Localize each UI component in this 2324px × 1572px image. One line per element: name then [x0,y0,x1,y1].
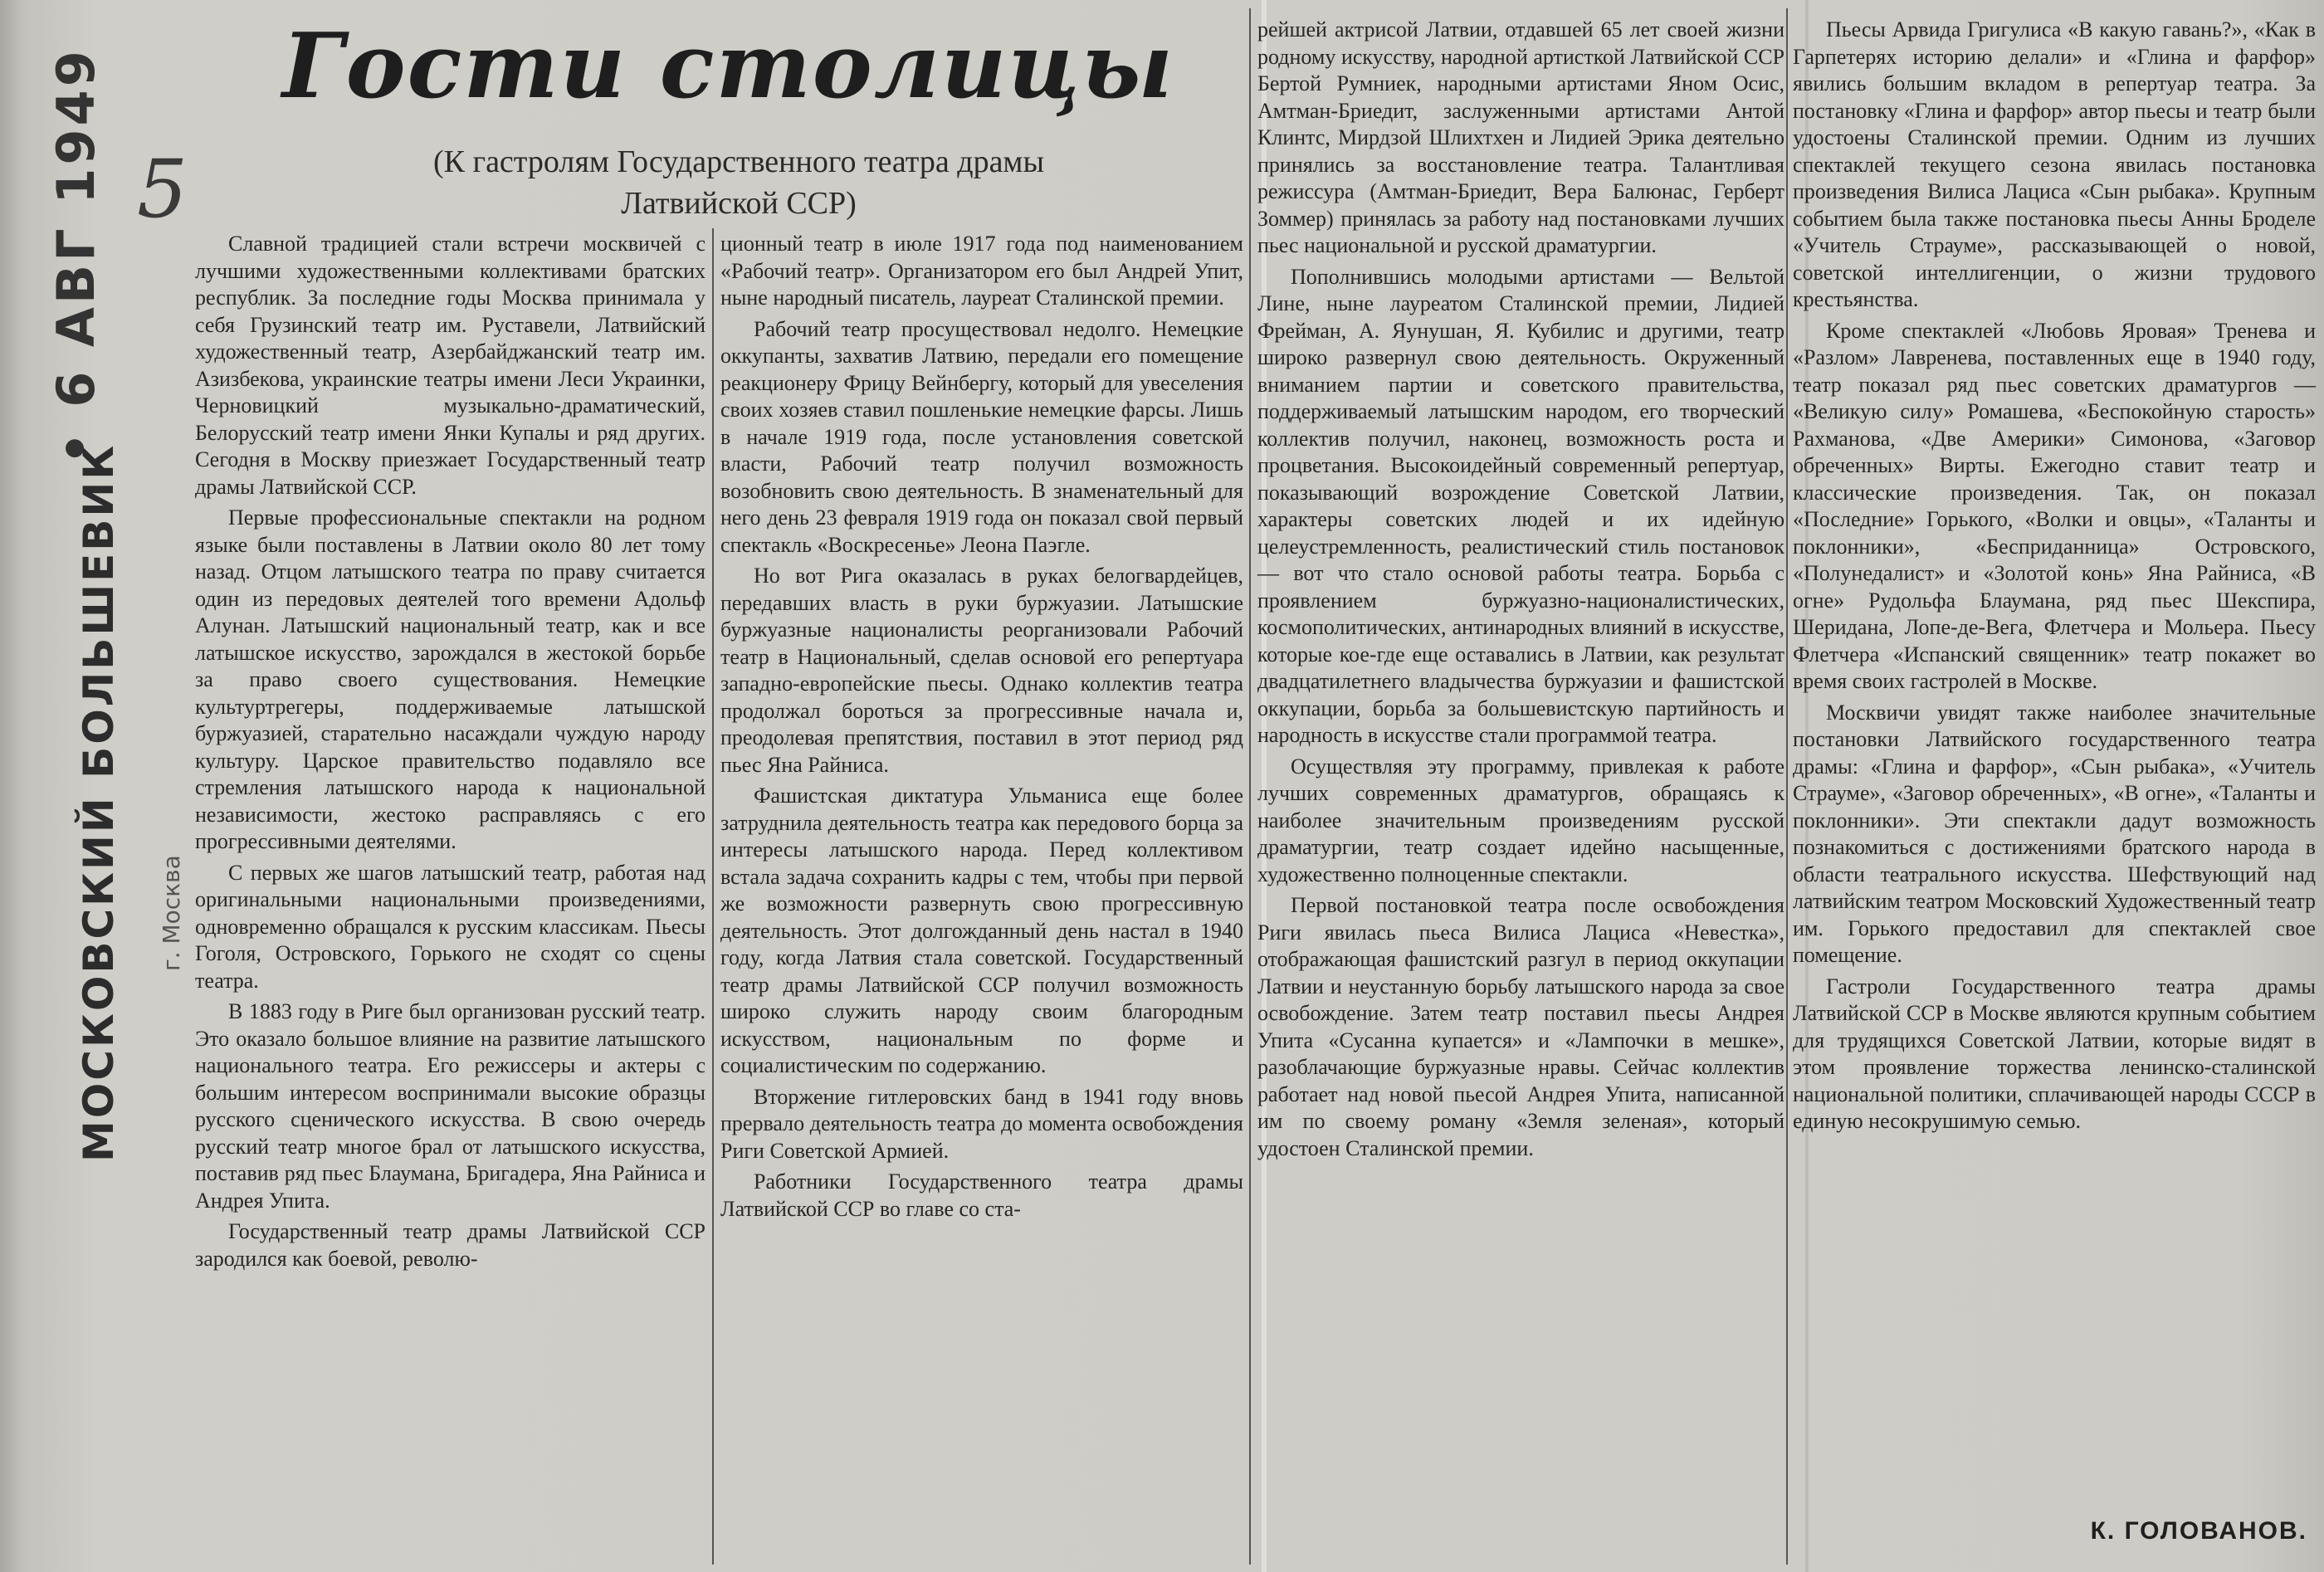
article-subtitle [349,141,1129,224]
article-column-4 [1793,17,2316,1140]
paragraph: Работники Государственного театра драмы Латвийской ССР во главе со ста- [720,1169,1243,1221]
article-column-2 [720,231,1243,1227]
city-stamp: г. Москва [158,855,185,971]
column-rule [712,228,714,1565]
column-rule [1249,8,1251,1565]
article-column-3 [1257,17,1784,1166]
paragraph: Рабочий театр просуществовал недолго. Немецкие оккупанты, захватив Латвию, передали его помещение реакционеру Фрицу Вейнбергу, который для увеселения своих хозяев ставил пошленькие немецкие фарсы. Лишь в начале 1919 года, после установления советской власти, Рабочий театр получил возможность возобновить свою деятельность. В знаменательный для него день 23 февраля 1919 года он показал свой первый спектакль «Воскресенье» Леона Паэгле. [720,316,1243,557]
paragraph: С первых же шагов латышский театр, работая над оригинальными национальными произведениями, одновременно обращался к русским классикам. Пьесы Гоголя, Островского, Горького не сходят со сцены театра. [195,860,706,993]
paragraph: Москвичи увидят также наиболее значительные постановки Латвийского государственного театра драмы: «Глина и фарфор», «Сын рыбака», «Учитель Страуме», «Заговор обреченных», «В огне», «Таланты и поклонники». Эти спектакли дадут возможность познакомиться с достижениями братского народа в области театрального искусства. Шефствующий над латвийским театром Московский Художественный театр им. Горького предоставил для спектаклей свое помещение. [1793,700,2316,967]
paragraph: Первые профессиональные спектакли на родном языке были поставлены в Латвии около 80 лет тому назад. Отцом латышского театра по праву считается один из передовых деятелей того времени Адольф Алунан. Латышский национальный театр, как и все латышское искусство, зарождался в жестокой борьбе за право своего существования. Немецкие культуртрегеры, поддерживаемые латышской буржуазией, старательно насаждали чуждую народу культуру. Царское правительство подавляло все стремления латышского народа к национальной независимости, жестоко расправляясь с его прогрессивными деятелями. [195,505,706,853]
paragraph: Кроме спектаклей «Любовь Яровая» Тренева и «Разлом» Лавренева, поставленных еще в 1940 году, театр показал ряд пьес советских драматургов — «Великую силу» Ромашева, «Беспокойную старость» Рахманова, «Две Америки» Симонова, «Заговор обреченных» Вирты. Ежегодно ставит театр и классические произведения. Так, он показал «Последние» Горького, «Волки и овцы», «Таланты и поклонники», «Бесприданница» Островского, «Полунедалист» и «Золотой конь» Яна Райниса, «В огне» Рудольфа Блаумана, ряд пьес Шекспира, Шеридана, Лопе-де-Вега, Флетчера и Мольера. Пьесу Флетчера «Испанский священник» театр покажет во время своих гастролей в Москве. [1793,318,2316,693]
column-rule [1786,8,1788,1565]
paragraph: В 1883 году в Риге был организован русский театр. Это оказало большое влияние на развитие латышского национального театра. Его режиссеры и актеры с большим интересом воспринимали высокие образцы русского сценического искусства. В свою очередь русский театр многое брал от латышского искусства, поставив ряд пьес Блаумана, Бригадера, Яна Райниса и Андрея Упита. [195,999,706,1213]
subtitle-line: Латвийской ССР) [621,186,857,221]
paragraph: рейшей актрисой Латвии, отдавшей 65 лет своей жизни родному искусству, народной артисткой Латвийской ССР Бертой Румниек, народными артистами Яном Осис, Амтман-Бриедит, заслуженными артистами Антой Клинтс, Мирдзой Шлихтхен и Лидией Эрика деятельно принялись за восстановление театра. Талантливая режиссура (Амтман-Бриедит, Вера Балюнас, Герберт Зоммер) принялась за работу над постановками лучших пьес национальной и русской драматургии. [1257,17,1784,257]
paragraph: Первой постановкой театра после освобождения Риги явилась пьеса Вилиса Лациса «Невестка», отображающая фашистский разгул в период оккупации Латвии и неустанную борьбу латышского народа за свое освобождение. Затем театр поставил пьесы Андрея Упита «Сусанна купается» и «Лампочки в мешке», разоблачающие буржуазные нравы. Сейчас коллектив работает над новой пьесой Андрея Упита, написанной им по своему роману «Земля зеленая», который удостоен Сталинской премии. [1257,893,1784,1160]
paragraph: Но вот Рига оказалась в руках белогвардейцев, передавших власть в руки буржуазии. Латышские буржуазные националисты реорганизовали Рабочий театр в Национальный, сделав основой его репертуара западно-европейские пьесы. Однако коллектив театра продолжал бороться за прогрессивные начала и, преодолевая препятствия, поставил в этот период ряд пьес Яна Райниса. [720,564,1243,777]
date-stamp: • 6 АВГ 1949 [46,47,106,465]
paragraph: Пополнившись молодыми артистами — Вельтой Лине, ныне лауреатом Сталинской премии, Лидией Фрейман, А. Яунушан, Я. Кубилис и другими, театр широко развернул свою деятельность. Окруженный вниманием партии и советского правительства, поддерживаемый латышским народом, его творческий коллектив получил, наконец, возможность роста и процветания. Высокоидейный современный репертуар, показывающий возрождение Советской Латвии, характеры советских людей и их идейную целеустремленность, реалистический стиль постановок — вот что стало основой работы театра. Борьба с проявлением буржуазно-националистических, космополитических, антинародных влияний в искусстве, которые кое-где еще оставались в Латвии, как результат двадцатилетнего владычества буржуазии и фашистской оккупации, борьба за большевистскую партийность и народность в искусстве стали программой театра. [1257,264,1784,747]
author-signature: К. ГОЛОВАНОВ. [2090,1517,2307,1545]
paragraph: Фашистская диктатура Ульманиса еще более затруднила деятельность театра как передового борца за интересы латышского народа. Перед коллективом встала задача сохранить кадры с тем, чтобы при первой же возможности развернуть свою прогрессивную деятельность. Этот долгожданный день настал в 1940 году, когда Латвия стала советской. Государственный театр драмы Латвийской ССР получил возможность широко служить народу своим благородным искусством, национальным по форме и социалистическим по содержанию. [720,784,1243,1077]
paragraph: Осуществляя эту программу, привлекая к работе лучших современных драматургов, обращаясь к наиболее значительным произведениям русской драматургии, театр создает идейно насыщенные, художественно полноценные спектакли. [1257,754,1784,886]
handwritten-number: 5 [137,143,188,236]
paragraph: ционный театр в июле 1917 года под наименованием «Рабочий театр». Организатором его был Андрей Упит, ныне народный писатель, лауреат Сталинской премии. [720,232,1243,310]
paragraph: Славной традицией стали встречи москвичей с лучшими художественными коллективами братских республик. За последние годы Москва принимала у себя Грузинский театр им. Руставели, Латвийский художественный театр, Азербайджанский театр им. Азизбекова, украинские театры имени Леси Украинки, Черновицкий музыкально-драматический, Белорусский театр имени Янки Купалы и ряд других. Сегодня в Москву приезжает Государственный театр драмы Латвийской ССР. [195,232,706,499]
paragraph: Гастроли Государственного театра драмы Латвийской ССР в Москве являются крупным событием для трудящихся Советской Латвии, которые видят в этом проявление торжества ленинско-сталинской национальной политики, сплачивающей народы СССР в единую несокрушимую семью. [1793,974,2316,1133]
paragraph: Государственный театр драмы Латвийской ССР зародился как боевой, револю- [195,1219,706,1271]
paragraph: Пьесы Арвида Григулиса «В какую гавань?», «Как в Гарпетерях историю делали» и «Глина и фарфор» явились большим вкладом в репертуар театра. За постановку «Глина и фарфор» автор пьесы и театр были удостоены Сталинской премии. Одним из лучших спектаклей текущего сезона явилась постановка произведения Вилиса Лациса «Сын рыбака». Крупным событием была также постановка пьесы Анны Броделе «Учитель Страуме», рассказывающей о новой, советской интеллигенции, о жизни трудового крестьянства. [1793,17,2316,311]
article-column-1 [195,231,706,1277]
article-title: Гости столицы [282,14,1175,119]
subtitle-line: (К гастролям Государственного театра драмы [432,144,1045,179]
newspaper-stamp: МОСКОВСКИЙ БОЛЬШЕВИК [75,442,123,1162]
paragraph: Вторжение гитлеровских банд в 1941 году вновь прервало деятельность театра до момента освобождения Риги Советской Армией. [720,1084,1243,1163]
